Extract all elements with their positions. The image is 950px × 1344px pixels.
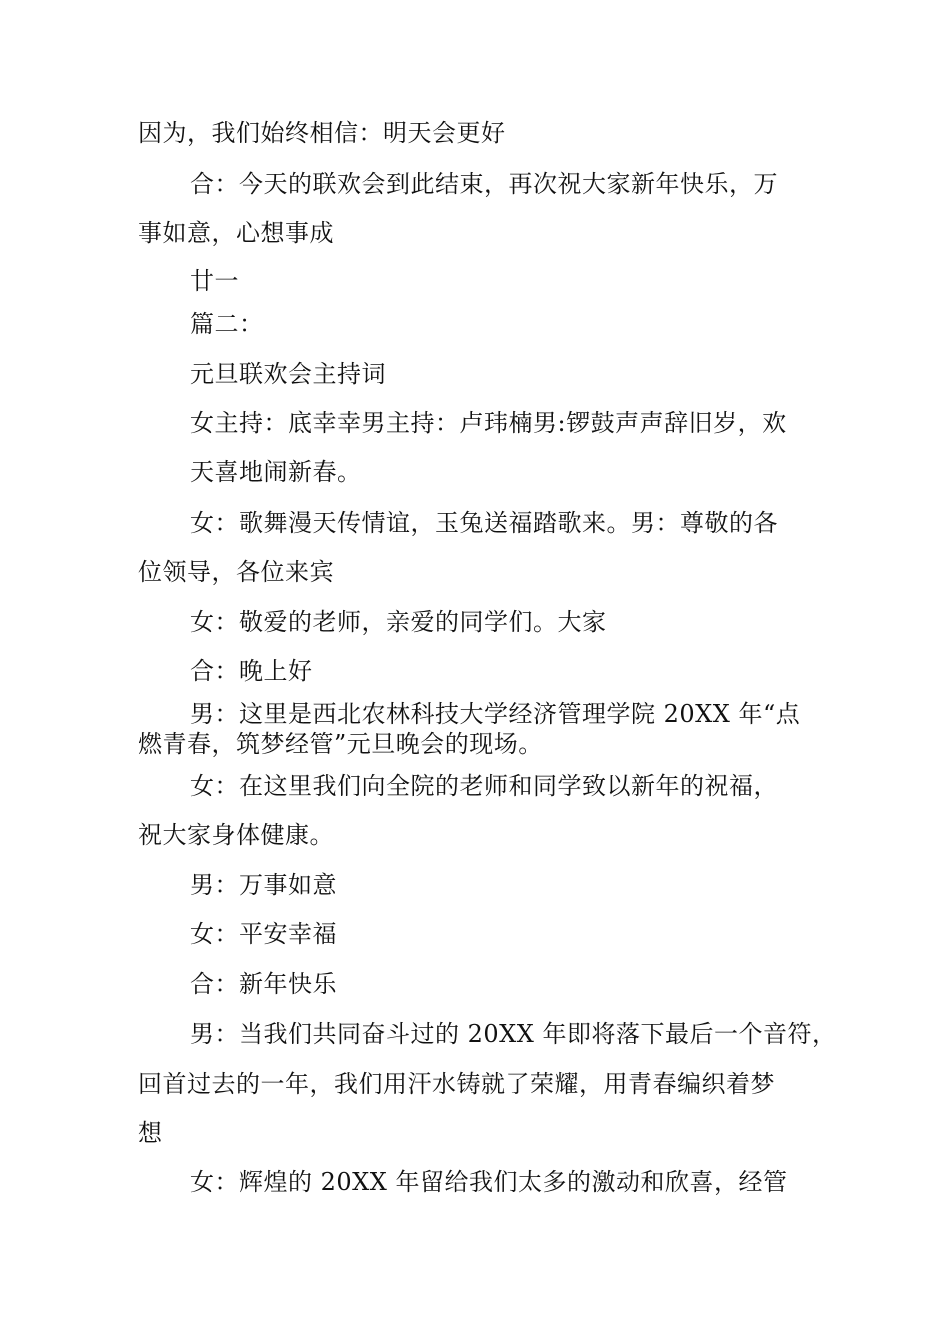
text-line: 男：当我们共同奋斗过的 20XX 年即将落下最后一个音符，: [190, 1020, 837, 1048]
text-line: 因为，我们始终相信：明天会更好: [138, 119, 506, 147]
text-line: 男：万事如意: [190, 871, 337, 899]
text-line: 位领导，各位来宾: [138, 558, 334, 586]
text-line: 廿一: [190, 267, 239, 295]
text-line: 篇二：: [190, 310, 264, 338]
text-line: 女：歌舞漫天传情谊，玉兔送福踏歌来。男：尊敬的各: [190, 509, 778, 537]
text-line: 合：新年快乐: [190, 970, 337, 998]
section-title: 元旦联欢会主持词: [190, 360, 386, 388]
text-line: 女：在这里我们向全院的老师和同学致以新年的祝福，: [190, 772, 778, 800]
text-line: 天喜地闹新春。: [190, 458, 362, 486]
text-line: 女主持：底幸幸男主持：卢玮楠男:锣鼓声声辞旧岁，欢: [190, 409, 787, 437]
text-line: 祝大家身体健康。: [138, 821, 334, 849]
text-line: 女：平安幸福: [190, 920, 337, 948]
text-line: 女：敬爱的老师，亲爱的同学们。大家: [190, 608, 607, 636]
text-line: 回首过去的一年，我们用汗水铸就了荣耀，用青春编织着梦: [138, 1070, 775, 1098]
text-line: 女：辉煌的 20XX 年留给我们太多的激动和欣喜，经管: [190, 1168, 788, 1196]
text-line: 男：这里是西北农林科技大学经济管理学院 20XX 年“点: [190, 700, 801, 728]
text-line: 想: [138, 1119, 163, 1147]
text-line: 合：今天的联欢会到此结束，再次祝大家新年快乐，万: [190, 170, 778, 198]
text-line: 燃青春，筑梦经管”元旦晚会的现场。: [138, 730, 543, 758]
text-line: 事如意，心想事成: [138, 219, 334, 247]
text-line: 合：晚上好: [190, 657, 313, 685]
